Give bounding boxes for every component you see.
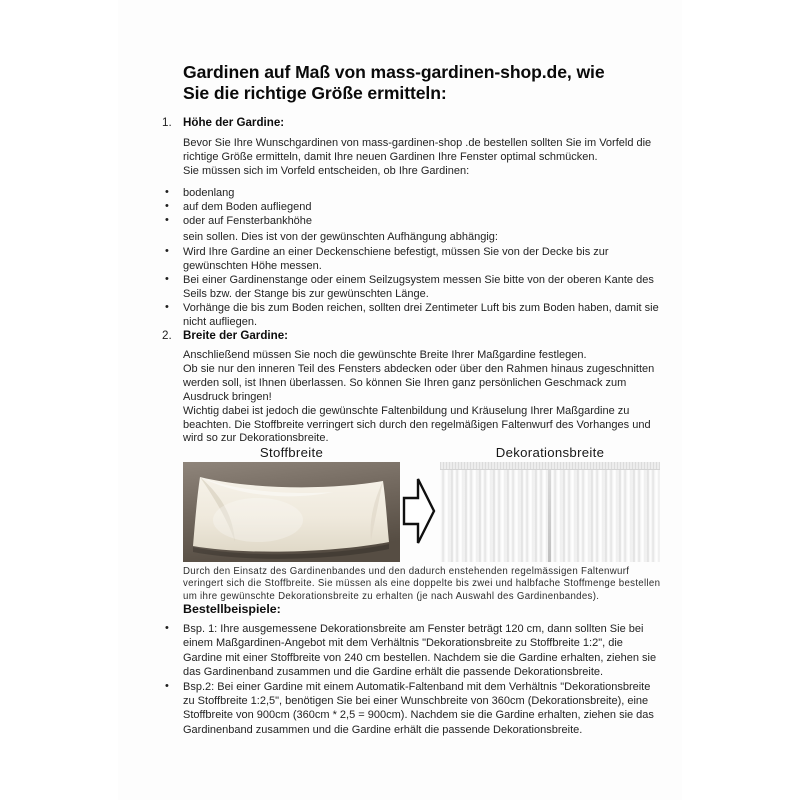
section-1-paragraph <box>183 136 661 179</box>
figure-labels <box>183 446 661 461</box>
list-item-text: Bsp.2: Bei einer Gardine mit einem Automatik-Faltenband mit dem Verhältnis "Dekorationsbreite zu Stoffbreite 1:2,5", benötigen Sie bei einer Wunschbreite von 360cm (Dekorationsbreite), eine Stoffbreite von 900cm (360cm * 2,5 = 900cm). Nachdem sie die Gardine erhalten, ziehen sie das Gardinenband zusammen und die Gardine erhält die passende Dekorationsbreite. <box>183 680 654 736</box>
list-item <box>165 245 661 274</box>
bullet-icon: • <box>165 186 169 198</box>
bullet-icon: • <box>165 214 169 227</box>
section-2-paragraph-a: Anschließend müssen Sie noch die gewünschte Breite Ihrer Maßgardine festlegen. <box>183 349 587 361</box>
page-title-line-1: Gardinen auf Maß von mass-gardinen-shop.de, wie <box>183 62 605 82</box>
page-title <box>183 62 661 103</box>
measuring-instructions-list <box>165 245 661 329</box>
list-item-text: Bei einer Gardinenstange oder einem Seilzugsystem messen Sie bitte von der oberen Kante des Seils bzw. der Stange bis zur gewünschten Länge. <box>183 273 654 300</box>
section-2-paragraph-b: Ob sie nur den inneren Teil des Fensters abdecken oder über den Rahmen hinaus zugeschnitten werden soll, ist Ihnen überlassen. So können Sie Ihren ganz persönlichen Geschmack zum Ausdruck bringen! <box>183 362 655 403</box>
decoration-width-label: Dekorationsbreite <box>495 445 605 460</box>
options-note: sein sollen. Dies ist von der gewünschten Aufhängung abhängig: <box>183 231 498 243</box>
bullet-icon: • <box>165 272 169 285</box>
fabric-width-label: Stoffbreite <box>259 445 324 460</box>
bullet-icon: • <box>165 200 169 213</box>
order-examples-heading: Bestellbeispiele: <box>183 602 281 616</box>
order-examples-list <box>165 622 661 737</box>
section-2-paragraph <box>183 349 661 446</box>
arrow-right-icon <box>402 474 436 548</box>
curtain-center-seam <box>548 470 551 562</box>
fabric-banner-graphic <box>183 462 400 562</box>
list-item <box>165 272 661 302</box>
list-item <box>165 186 661 200</box>
fabric-banner-image <box>183 462 400 562</box>
height-options-list <box>165 186 661 229</box>
list-item-text: Wird Ihre Gardine an einer Deckenschiene befestigt, müssen Sie von der Decke bis zur gewünschten Höhe messen. <box>183 246 609 272</box>
page-title-line-2: Sie die richtige Größe ermitteln: <box>183 82 447 103</box>
section-1-paragraph-a: Bevor Sie Ihre Wunschgardinen von mass-gardinen-shop .de bestellen sollten Sie im Vorfeld die richtige Größe ermitteln, damit Ihre neuen Gardinen Ihre Fenster optimal schmücken. <box>183 137 652 164</box>
list-item-text: bodenlang <box>183 187 235 199</box>
pleated-curtain-image <box>440 462 660 562</box>
bullet-icon: • <box>165 622 169 634</box>
list-item <box>165 214 661 228</box>
section-1-heading <box>162 116 661 130</box>
figure-caption: Durch den Einsatz des Gardinenbandes und den dadurch enstehenden regelmässigen Faltenwurf veringert sich die Stoffbreite. Sie müssen als eine doppelte bis zwei und halbfache Stoffmenge bestellen um ihre gewünschte Dekorationsbreite zu erhalten (je nach Auswahl des Gardinenbandes). <box>183 566 661 602</box>
bullet-icon: • <box>165 245 169 257</box>
list-item-text: oder auf Fensterbankhöhe <box>183 215 313 228</box>
section-2-heading-text: Breite der Gardine: <box>183 329 289 342</box>
section-1-paragraph-b: Sie müssen sich im Vorfeld entscheiden, ob Ihre Gardinen: <box>183 165 470 178</box>
list-item-text: auf dem Boden aufliegend <box>183 201 312 214</box>
curtain-rail <box>440 462 660 470</box>
list-item <box>165 300 661 330</box>
figure-row <box>183 461 661 562</box>
list-item <box>165 200 661 214</box>
bullet-icon: • <box>165 679 169 692</box>
bullet-icon: • <box>165 300 169 313</box>
list-item <box>165 622 661 680</box>
section-1-number: 1. <box>162 116 172 129</box>
section-2-paragraph-c: Wichtig dabei ist jedoch die gewünschte Faltenbildung und Kräuselung Ihrer Maßgardine zu beachten. Die Stoffbreite verringert sich durch den regelmäßigen Faltenwurf des Vorhanges und wird so zur Dekorationsbreite. <box>183 404 651 445</box>
list-item <box>165 679 661 738</box>
list-item-text: Bsp. 1: Ihre ausgemessene Dekorationsbreite am Fenster beträgt 120 cm, dann sollten Sie bei einem Maßgardinen-Angebot mit dem Verhältnis "Dekorationsbreite zu Stoffbreite 1:2", die Gardine mit einer Stoffbreite von 240 cm bestellen. Nachdem sie die Gardine erhalten, ziehen sie das Gardinenband zusammen und die Gardine erhält die passende Dekorationsbreite. <box>183 623 657 679</box>
list-item-text: Vorhänge die bis zum Boden reichen, sollten drei Zentimeter Luft bis zum Boden haben, damit sie nicht aufliegen. <box>183 301 659 328</box>
section-2-number: 2. <box>162 329 172 342</box>
section-2-heading <box>162 329 661 343</box>
section-1-heading-text: Höhe der Gardine: <box>183 116 285 129</box>
